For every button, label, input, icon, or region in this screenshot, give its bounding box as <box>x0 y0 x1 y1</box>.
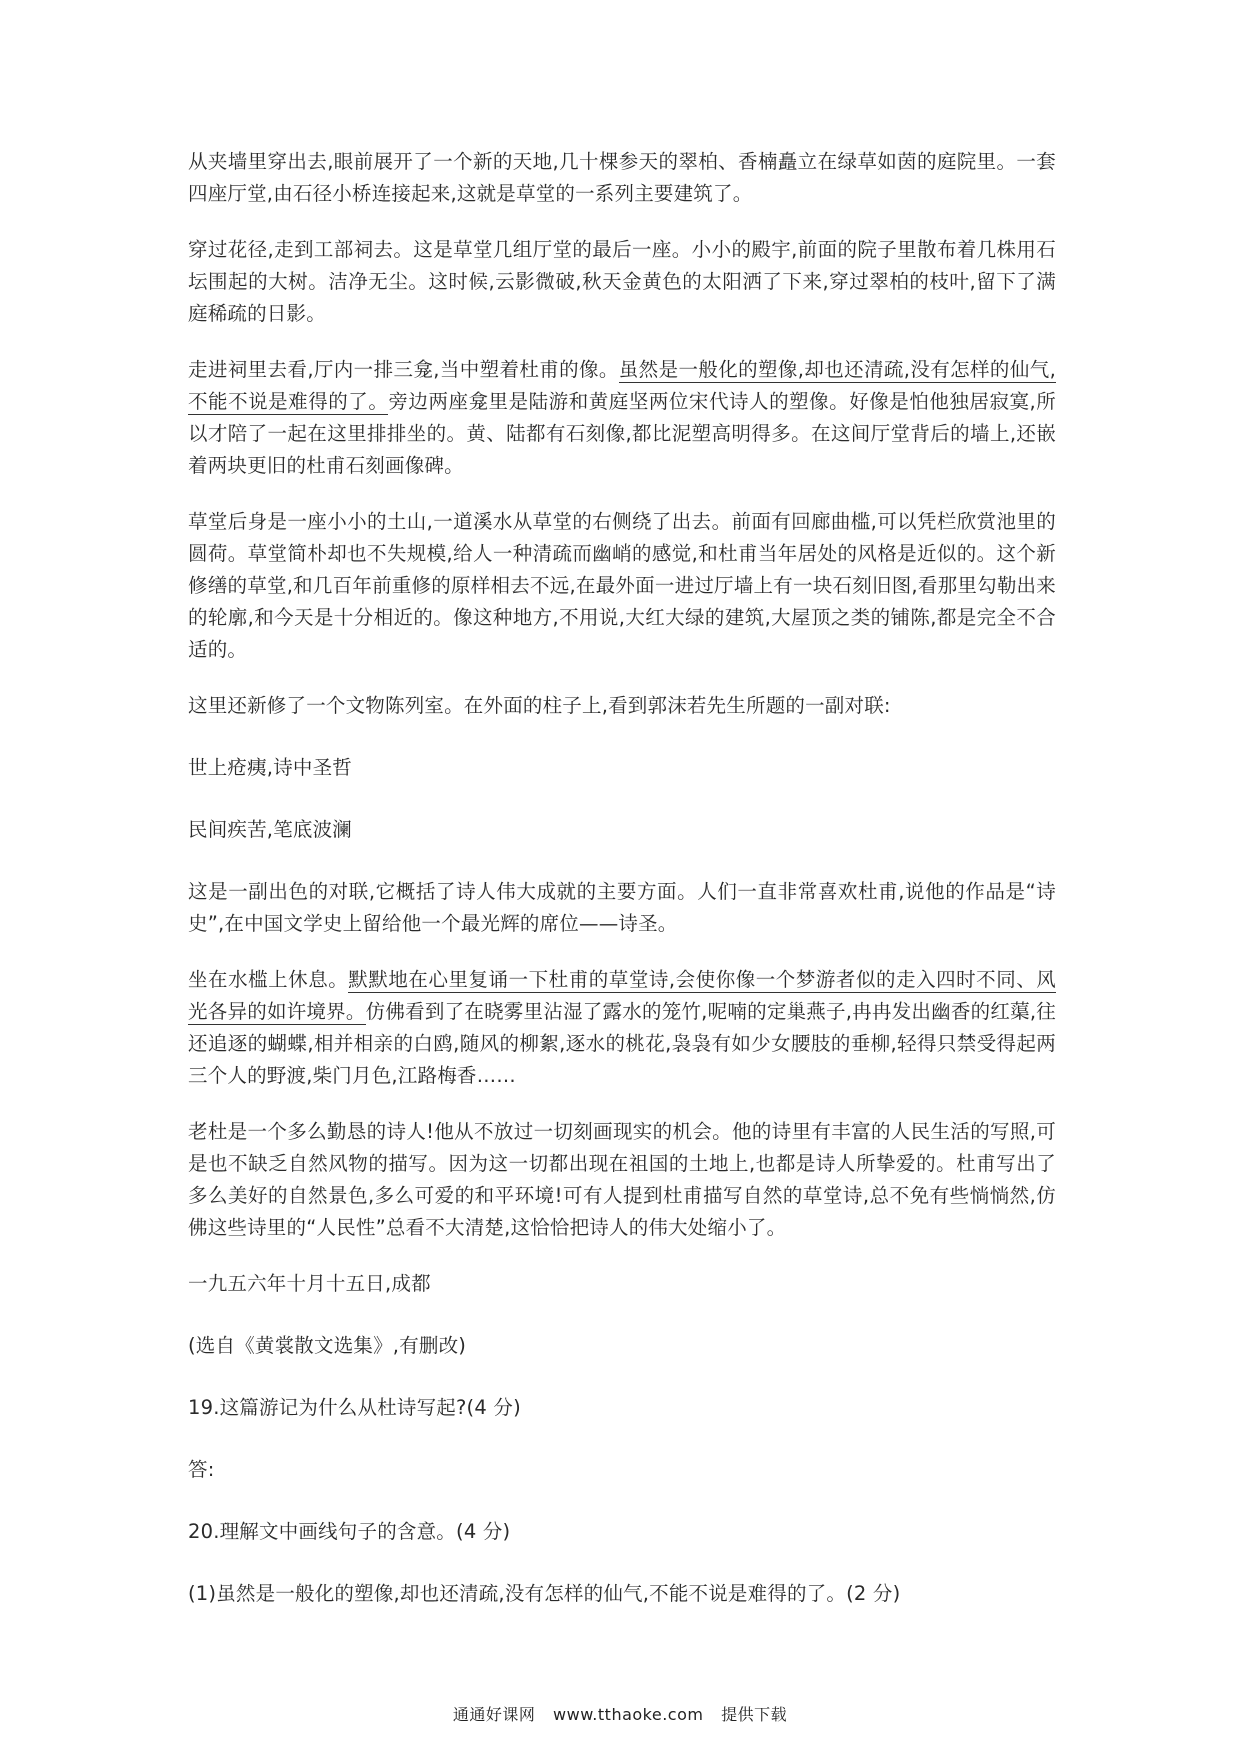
date-place: 一九五六年十月十五日,成都 <box>188 1272 431 1295</box>
paragraph-7 <box>188 964 1056 1092</box>
couplet-line-1: 世上疮痍,诗中圣哲 <box>188 756 352 779</box>
paragraph-5: 这里还新修了一个文物陈列室。在外面的柱子上,看到郭沫若先生所题的一副对联: <box>188 694 891 717</box>
article-body <box>188 146 1056 1640</box>
question-20: 20.理解文中画线句子的含意。(4 分) <box>188 1520 511 1543</box>
footer-url: www.tthaoke.com <box>553 1705 704 1724</box>
paragraph-2: 穿过花径,走到工部祠去。这是草堂几组厅堂的最后一座。小小的殿宇,前面的院子里散布着几株用石坛围起的大树。洁净无尘。这时候,云影微破,秋天金黄色的太阳洒了下来,穿过翠柏的枝叶,留下了满庭稀疏的日影。 <box>188 238 1056 325</box>
underlined-sentence-1: 虽然是一般化的塑像,却也还清疏,没有怎样的仙气,不能不说是难得的了。 <box>188 358 1056 413</box>
footer-site-name: 通通好课网 <box>452 1705 536 1724</box>
paragraph-3-text-before: 走进祠里去看,厅内一排三龛,当中塑着杜甫的像。 <box>188 358 619 381</box>
question-19: 19.这篇游记为什么从杜诗写起?(4 分) <box>188 1396 521 1419</box>
paragraph-3 <box>188 354 1056 482</box>
question-20-part-1: (1)虽然是一般化的塑像,却也还清疏,没有怎样的仙气,不能不说是难得的了。(2 分) <box>188 1582 901 1605</box>
paragraph-8: 老杜是一个多么勤恳的诗人!他从不放过一切刻画现实的机会。他的诗里有丰富的人民生活的写照,可是也不缺乏自然风物的描写。因为这一切都出现在祖国的土地上,也都是诗人所挚爱的。杜甫写出了多么美好的自然景色,多么可爱的和平环境!可有人提到杜甫描写自然的草堂诗,总不免有些惝惝然,仿佛这些诗里的“人民性”总看不大清楚,这恰恰把诗人的伟大处缩小了。 <box>188 1120 1056 1239</box>
paragraph-7-text-after: 仿佛看到了在晓雾里沾湿了露水的笼竹,呢喃的定巢燕子,冉冉发出幽香的红蕖,往还追逐的蝴蝶,相并相亲的白鸥,随风的柳絮,逐水的桃花,袅袅有如少女腰肢的垂柳,轻得只禁受得起两三个人的野渡,柴门月色,江路梅香…… <box>188 1000 1056 1087</box>
paragraph-3-text-after: 旁边两座龛里是陆游和黄庭坚两位宋代诗人的塑像。好像是怕他独居寂寞,所以才陪了一起在这里排排坐的。黄、陆都有石刻像,都比泥塑高明得多。在这间厅堂背后的墙上,还嵌着两块更旧的杜甫石刻画像碑。 <box>188 390 1056 477</box>
footer-note: 提供下载 <box>721 1705 788 1724</box>
source-citation: (选自《黄裳散文选集》,有删改) <box>188 1334 467 1357</box>
underlined-sentence-2: 默默地在心里复诵一下杜甫的草堂诗,会使你像一个梦游者似的走入四时不同、风光各异的如许境界。 <box>188 968 1056 1023</box>
page-footer <box>0 1702 1240 1725</box>
answer-label: 答: <box>188 1458 215 1481</box>
couplet-line-2: 民间疾苦,笔底波澜 <box>188 818 352 841</box>
paragraph-4: 草堂后身是一座小小的土山,一道溪水从草堂的右侧绕了出去。前面有回廊曲槛,可以凭栏欣赏池里的圆荷。草堂简朴却也不失规模,给人一种清疏而幽峭的感觉,和杜甫当年居处的风格是近似的。这个新修缮的草堂,和几百年前重修的原样相去不远,在最外面一进过厅墙上有一块石刻旧图,看那里勾勒出来的轮廓,和今天是十分相近的。像这种地方,不用说,大红大绿的建筑,大屋顶之类的铺陈,都是完全不合适的。 <box>188 510 1056 661</box>
paragraph-6: 这是一副出色的对联,它概括了诗人伟大成就的主要方面。人们一直非常喜欢杜甫,说他的作品是“诗史”,在中国文学史上留给他一个最光辉的席位——诗圣。 <box>188 880 1056 935</box>
paragraph-7-text-before: 坐在水槛上休息。 <box>188 968 349 991</box>
paragraph-1: 从夹墙里穿出去,眼前展开了一个新的天地,几十棵参天的翠柏、香楠矗立在绿草如茵的庭院里。一套四座厅堂,由石径小桥连接起来,这就是草堂的一系列主要建筑了。 <box>188 150 1056 205</box>
